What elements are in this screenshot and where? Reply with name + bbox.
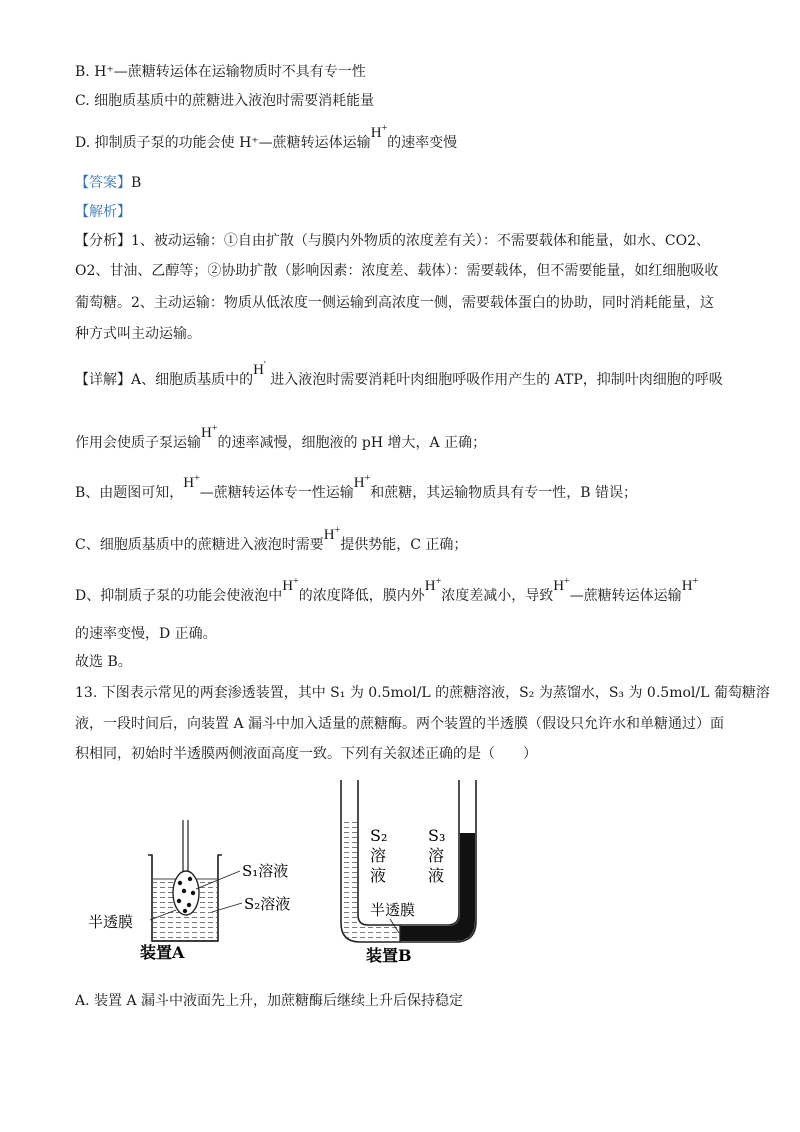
b-label-rong-right: 溶 (428, 846, 445, 865)
q13-line-2: 液，一段时间后，向装置 A 漏斗中加入适量的蔗糖酶。两个装置的半透膜（假设只允许水和单糖通过）面 (75, 716, 725, 732)
caption-device-b: 装置B (366, 946, 412, 965)
h-ion-symbol: H+ (183, 473, 200, 491)
conclusion: 故选 B。 (75, 654, 132, 670)
osmosis-figure (0, 775, 800, 975)
detail-d-line-1: D、抑制质子泵的功能会使液泡中H+的浓度降低，膜内外H+浓度差减小，导致H+—蔗糖转运体运输H+ (75, 576, 699, 604)
fenxi-line-3: 葡萄糖。2、主动运输：物质从低浓度一侧运输到高浓度一侧，需要载体蛋白的协助，同时消耗能量，这 (75, 295, 714, 311)
detail-c-line: C、细胞质基质中的蔗糖进入液泡时需要H+提供势能，C 正确； (75, 525, 468, 553)
detail-b-line: B、由题图可知，H+—蔗糖转运体专一性运输H+和蔗糖，其运输物质具有专一性，B 错误； (75, 473, 638, 501)
option-d-pre: D. 抑制质子泵的功能会使 H⁺—蔗糖转运体运输 (75, 135, 371, 151)
q13-line-3: 积相同，初始时半透膜两侧液面高度一致。下列有关叙述正确的是（ ） (75, 746, 537, 762)
answer-line (75, 173, 141, 193)
q13-line-1: 13. 下图表示常见的两套渗透装置，其中 S₁ 为 0.5mol/L 的蔗糖溶液，S₂ 为蒸馏水，S₃ 为 0.5mol/L 葡萄糖溶 (75, 685, 770, 701)
h-ion-symbol: H+ (323, 525, 341, 543)
fenxi-line-1: 【分析】1、被动运输：①自由扩散（与膜内外物质的浓度差有关）：不需要载体和能量，如水、CO2、 (75, 233, 711, 249)
option-b-prev: B. H⁺—蔗糖转运体在运输物质时不具有专一性 (75, 64, 366, 80)
option-d-prev (75, 123, 458, 153)
h-ion-symbol: H+ (681, 576, 699, 594)
answer-value: B (131, 175, 142, 191)
option-d-post: 的速率变慢 (387, 135, 458, 151)
b-label-s2: S₂ (370, 826, 388, 845)
detail-d-line-2: 的速率变慢，D 正确。 (75, 626, 217, 642)
b-label-ye-left: 液 (370, 866, 387, 885)
label-s1-solution: S₁溶液 (242, 862, 289, 880)
label-s2-solution: S₂溶液 (244, 895, 291, 913)
caption-device-a: 装置A (140, 943, 185, 962)
h-ion-symbol: H+ (370, 123, 388, 141)
detail-a-line-2: 作用会使质子泵运输H+的速率减慢，细胞液的 pH 增大，A 正确； (75, 423, 487, 451)
detail-a-line-1: 【详解】A、细胞质基质中的H' 进入液泡时需要消耗叶肉细胞呼吸作用产生的 ATP，抑制叶肉细胞的呼吸 (75, 360, 723, 388)
h-ion-symbol: H+ (353, 473, 371, 491)
b-label-rong-left: 溶 (370, 846, 387, 865)
label-membrane-a: 半透膜 (88, 913, 134, 931)
fenxi-line-4: 种方式叫主动运输。 (75, 326, 201, 342)
b-label-s3: S₃ (428, 826, 446, 845)
h-ion-symbol: H' (253, 360, 266, 378)
b-label-ye-right: 液 (428, 866, 445, 885)
answer-label: 【答案】 (75, 175, 131, 191)
h-ion-symbol: H+ (424, 576, 442, 594)
fenxi-line-2: O2、甘油、乙醇等；②协助扩散（影响因素：浓度差、载体）：需要载体，但不需要能量，如红细胞吸收 (75, 263, 719, 279)
q13-option-a: A. 装置 A 漏斗中液面先上升，加蔗糖酶后继续上升后保持稳定 (75, 993, 464, 1009)
option-c-prev: C. 细胞质基质中的蔗糖进入液泡时需要消耗能量 (75, 93, 375, 109)
analysis-label: 【解析】 (75, 204, 131, 220)
h-ion-symbol: H+ (553, 576, 570, 594)
h-ion-symbol: H+ (282, 576, 299, 594)
device-b (341, 780, 476, 965)
device-a (88, 820, 290, 962)
h-ion-symbol: H+ (201, 423, 218, 441)
label-membrane-b: 半透膜 (370, 901, 416, 919)
